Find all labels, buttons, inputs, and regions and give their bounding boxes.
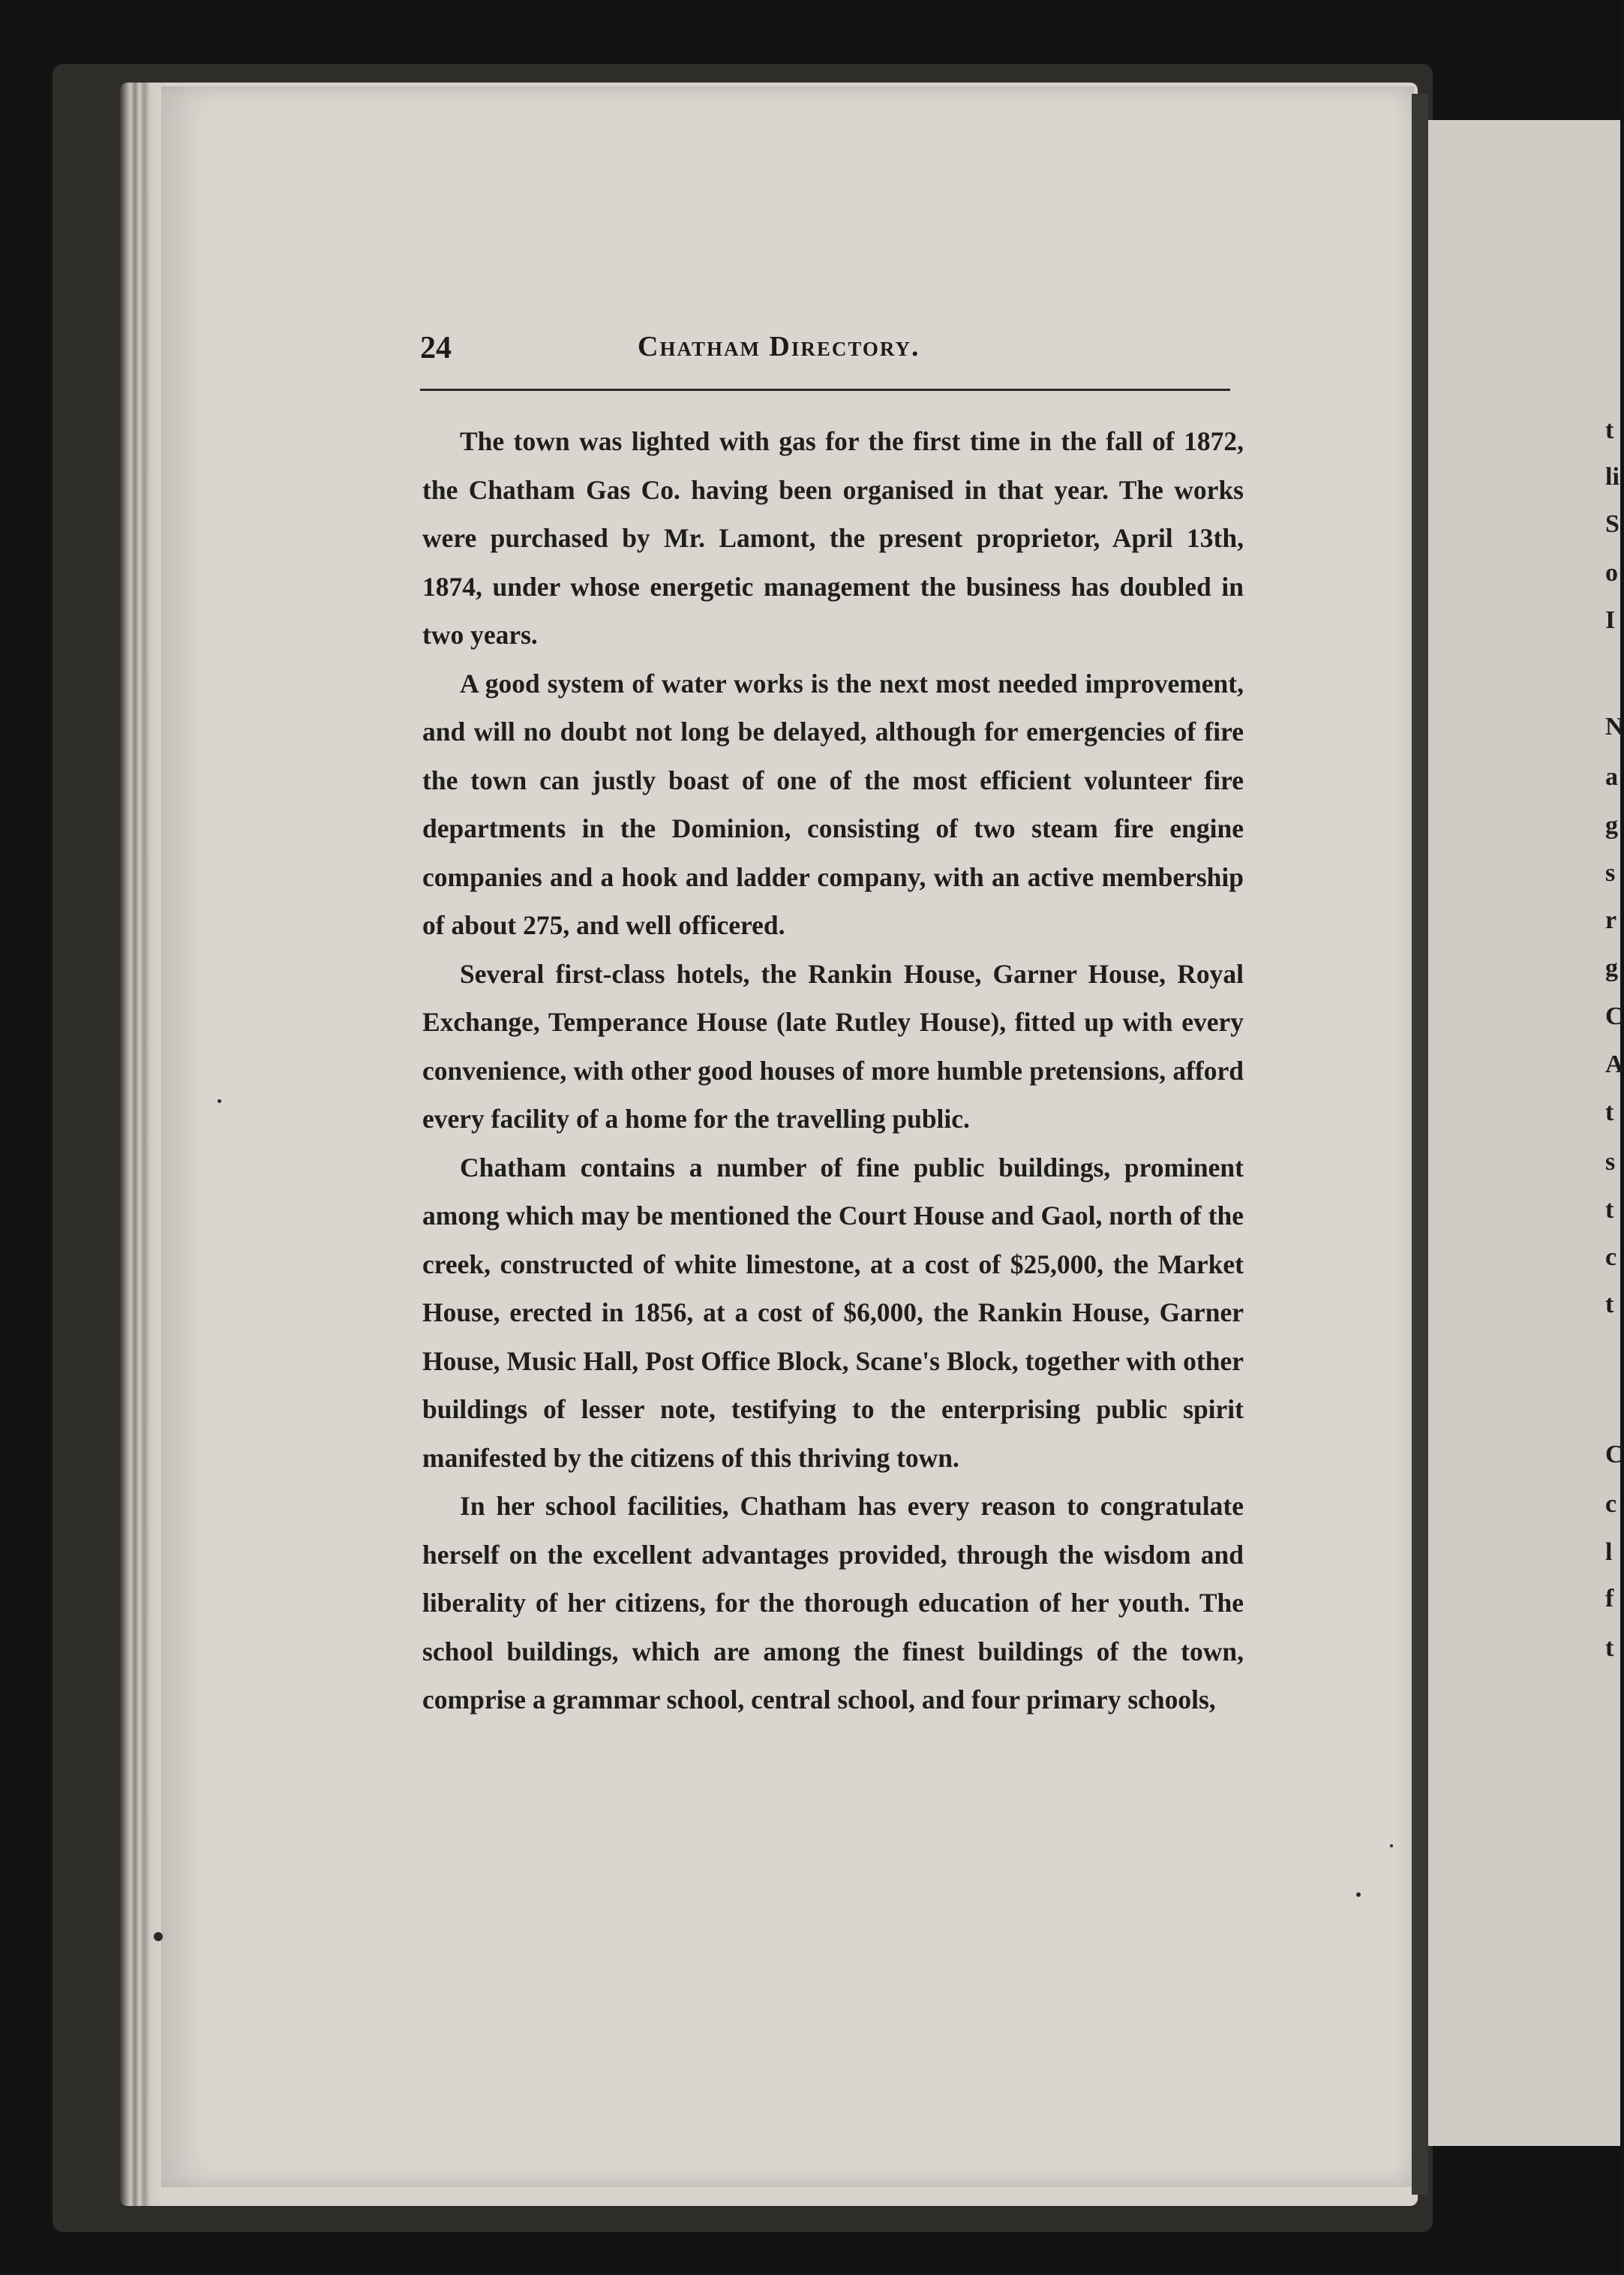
facing-page-letter: I: [1605, 606, 1616, 634]
facing-page-letter: f: [1605, 1585, 1614, 1612]
paper-speck: [1356, 1892, 1361, 1897]
facing-page-letter: li: [1605, 463, 1619, 491]
running-title: Chatham Directory.: [638, 331, 920, 362]
paragraph-gas-lighting: The town was lighted with gas for the first time in the fall of 1872, the Chatham Gas Co. having been organised in that year. The works were purchased by Mr. Lamont, the present proprietor, April 13th, 1874, under whose energetic management the business has doubled in two years.: [422, 426, 1244, 650]
facing-page-letter: C: [1605, 1002, 1624, 1030]
facing-page-letter: C: [1605, 1441, 1624, 1468]
paragraph-hotels: Several first-class hotels, the Rankin House, Garner House, Royal Exchange, Temperance House (late Rutley House), fitted up with every convenience, with other good houses of more humble pretensions, afford every facility of a home for the travelling public.: [422, 958, 1244, 1134]
facing-page-letter: t: [1605, 416, 1614, 444]
facing-page-letter: S: [1605, 510, 1619, 538]
paragraph-schools: In her school facilities, Chatham has every reason to congratulate herself on the excellent advantages provided, through the wisdom and liberality of her citizens, for the thorough education of her youth. The school buildings, which are among the finest buildings of the town, comprise a grammar school, central school, and four primary schools,: [422, 1491, 1244, 1715]
facing-page-letter: s: [1605, 859, 1616, 887]
facing-page-letter: g: [1605, 954, 1618, 982]
paper-speck: [154, 1932, 163, 1941]
paragraph-public-buildings: Chatham contains a number of fine public buildings, prominent among which may be mentioned the Court House and Gaol, north of the creek, constructed of white limestone, at a cost of $25,000, the Market House, erected in 1856, at a cost of $6,000, the Rankin House, Garner House, Music Hall, Post Office Block, Scane's Block, together with other buildings of lesser note, testifying to the enterprising public spirit manifested by the citizens of this thriving town.: [422, 1152, 1244, 1473]
header-rule: [420, 389, 1230, 391]
page-header: [420, 330, 1245, 375]
facing-page-letter: l: [1605, 1538, 1613, 1566]
facing-page-letter: t: [1605, 1291, 1614, 1318]
facing-page-letter: A: [1605, 1050, 1624, 1078]
facing-page-letter: c: [1605, 1490, 1617, 1518]
facing-page-letter: t: [1605, 1098, 1614, 1126]
page-number: 24: [420, 331, 452, 365]
facing-page-letter: g: [1605, 812, 1618, 840]
facing-page-letter: t: [1605, 1634, 1614, 1662]
paper-speck: [1390, 1844, 1393, 1847]
paragraph-water-works: A good system of water works is the next most needed improvement, and will no doubt not long be delayed, although for emergencies of fire the town can justly boast of one of the most efficient volunteer fire departments in the Dominion, consisting of two steam fire engine companies and a hook and ladder company, with an active membership of about 275, and well officered.: [422, 668, 1244, 940]
paper-speck: [218, 1099, 221, 1103]
facing-page-letter: a: [1605, 763, 1618, 791]
facing-page-letter: r: [1605, 906, 1617, 934]
book-gutter: [1412, 94, 1428, 2195]
facing-page: [1428, 120, 1620, 2146]
facing-page-letter: c: [1605, 1243, 1617, 1271]
facing-page-letter: N: [1605, 713, 1624, 741]
facing-page-letter: o: [1605, 559, 1618, 587]
facing-page-letter: s: [1605, 1148, 1616, 1176]
facing-page-letter: t: [1605, 1196, 1614, 1224]
body-text: [422, 417, 1244, 1724]
